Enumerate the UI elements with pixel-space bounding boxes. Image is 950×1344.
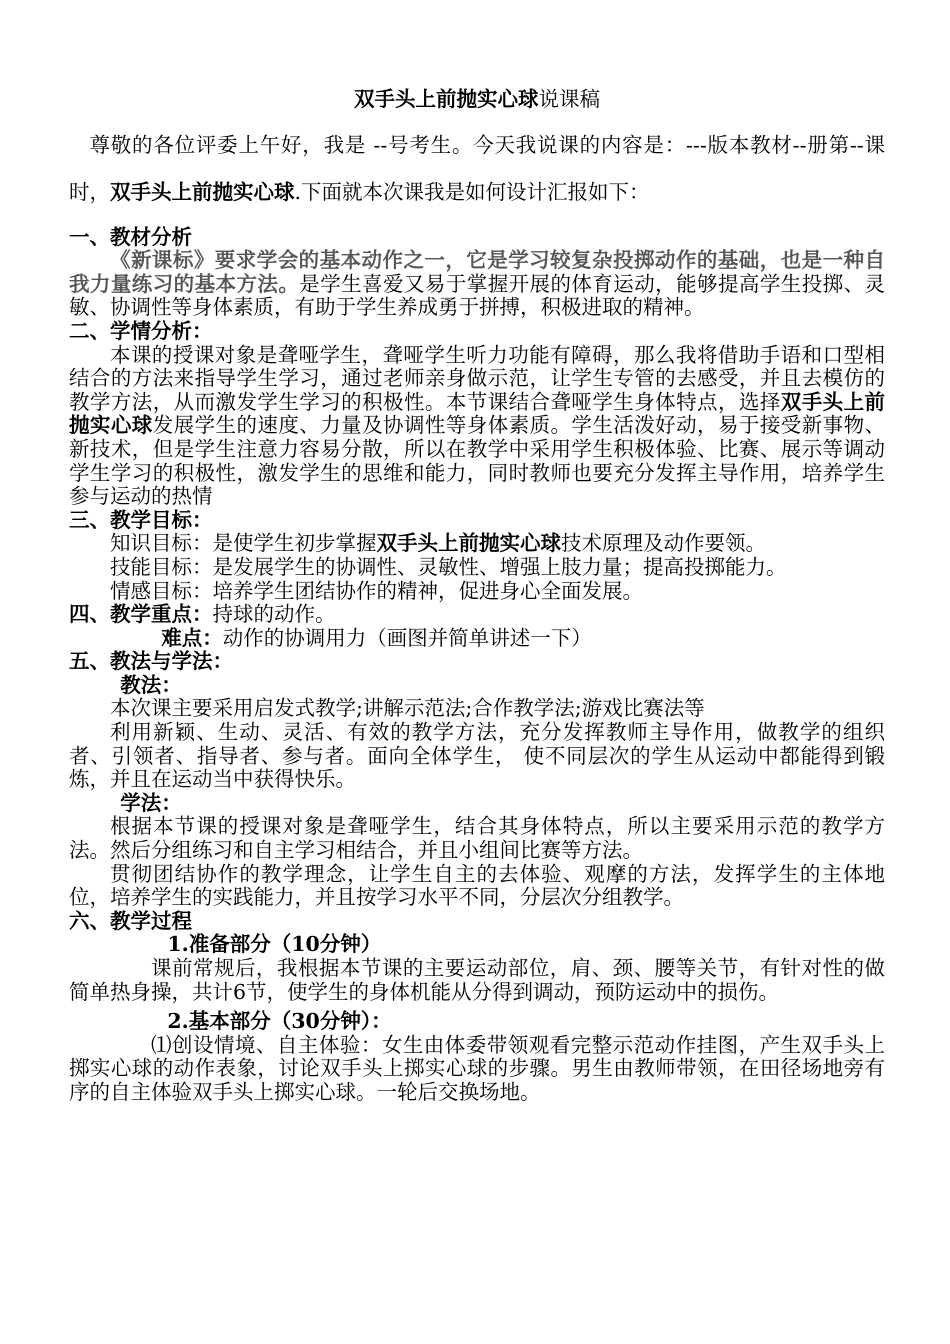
section-2-heading: 二、学情分析： — [69, 318, 213, 343]
title-rest: 说课稿 — [538, 87, 600, 111]
learn-method-paragraph-2: 贯彻团结协作的教学理念，让学生自主的去体验、观摩的方法，发挥学生的主体地位，培养学生的实践能力，并且按学习水平不同，分层次分组教学。 — [69, 861, 885, 910]
section-4-key-point — [69, 603, 885, 627]
goal-knowledge-text-1: 知识目标：是使学生初步掌握 — [110, 531, 377, 556]
section-6-heading: 六、教学过程 — [69, 908, 192, 933]
section-2-text-1: 本课的授课对象是聋哑学生，聋哑学生听力功能有障碍，那么我将借助手语和口型相结合的方法来指导学生学习，通过老师亲身做示范，让学生专管的去感受，并且去模仿的教学方法，从而激发学生学习的积极性。本节课结合聋哑学生身体特点，选择 — [69, 342, 885, 414]
section-1-heading: 一、教材分析 — [69, 224, 192, 249]
learn-method-paragraph-1: 根据本节课的授课对象是聋哑学生，结合其身体特点，所以主要采用示范的教学方法。然后分组练习和自主学习相结合，并且小组间比赛等方法。 — [69, 814, 885, 863]
section-1-paragraph — [69, 249, 885, 320]
goal-knowledge-bold: 双手头上前抛实心球 — [376, 531, 561, 556]
part-1-paragraph: 课前常规后，我根据本节课的主要运动部位，肩、颈、腰等关节，有针对性的做简单热身操，共计6节，使学生的身体机能从分得到调动，预防运动中的损伤。 — [69, 956, 885, 1004]
goal-knowledge-text-2: 技术原理及动作要领。 — [561, 531, 766, 556]
section-1-bold: 《新课标》要求学会的基本动作之一，它是学习较复杂投掷动作的基础，也是一种自我力量练习的基本方法。 — [69, 248, 885, 296]
learn-method-label: 学法： — [120, 790, 182, 815]
teach-method-paragraph-1: 本次课主要采用启发式教学;讲解示范法;合作教学法;游戏比赛法等 — [110, 696, 705, 721]
goal-skill: 技能目标：是发展学生的协调性、灵敏性、增强上肢力量；提高投掷能力。 — [110, 554, 787, 579]
section-1-text: 是学生喜爱又易于掌握开展的体育运动，能够提高学生投掷、灵敏、协调性等身体素质，有助于学生养成勇于拼搏，积极进取的精神。 — [69, 271, 886, 320]
document-title — [69, 88, 885, 112]
part-2-paragraph: ⑴创设情境、自主体验：女生由体委带领观看完整示范动作挂图，产生双手头上掷实心球的动作表象，讨论双手头上掷实心球的步骤。男生由教师带领，在田径场地旁有序的自主体验双手头上掷实心球。一轮后交换场地。 — [69, 1032, 885, 1104]
part-1-heading: 1.准备部分（10分钟） — [167, 932, 382, 957]
section-2-paragraph — [69, 344, 885, 509]
intro-text-2: .下面就本次课我是如何设计汇报如下： — [294, 179, 650, 204]
section-2-text-2: 发展学生的速度、力量及协调性等身体素质。学生活泼好动，易于接受新事物、新技术，但是学生注意力容易分散，所以在教学中采用学生积极体验、比赛、展示等调动学生学习的积极性，激发学生的思维和能力，同时教师也要充分发挥主导作用，培养学生参与运动的热情 — [69, 413, 886, 509]
goal-emotion: 情感目标：培养学生团结协作的精神，促进身心全面发展。 — [110, 578, 643, 603]
section-3-heading: 三、教学目标： — [69, 507, 213, 532]
section-4-heading: 四、教学重点： — [69, 602, 213, 627]
key-point-text: 持球的动作。 — [212, 602, 336, 627]
teach-method-paragraph-2: 利用新颖、生动、灵活、有效的教学方法，充分发挥教师主导作用，做教学的组织者、引领者、指导者、参与者。面向全体学生， 使不同层次的学生从运动中都能得到锻炼，并且在运动当中获得快乐。 — [69, 720, 885, 792]
goal-knowledge — [69, 532, 885, 556]
section-2-bold: 双手头上前抛实心球 — [69, 389, 886, 438]
part-2-heading: 2.基本部分（30分钟）： — [167, 1009, 392, 1034]
document-page — [69, 88, 885, 1105]
difficulty-text: 动作的协调用力（画图并简单讲述一下） — [222, 625, 592, 650]
title-bold: 双手头上前抛实心球 — [354, 87, 539, 111]
difficulty-label: 难点： — [161, 625, 223, 650]
teach-method-label: 教法： — [120, 672, 182, 697]
section-4-difficulty — [69, 627, 885, 651]
intro-text-1: 尊敬的各位评委上午好，我是 --号考生。今天我说课的内容是：---版本教材--册第--课时， — [69, 132, 885, 204]
section-5-heading: 五、教法与学法： — [69, 649, 233, 674]
intro-paragraph — [69, 122, 885, 216]
intro-bold: 双手头上前抛实心球 — [110, 179, 295, 204]
